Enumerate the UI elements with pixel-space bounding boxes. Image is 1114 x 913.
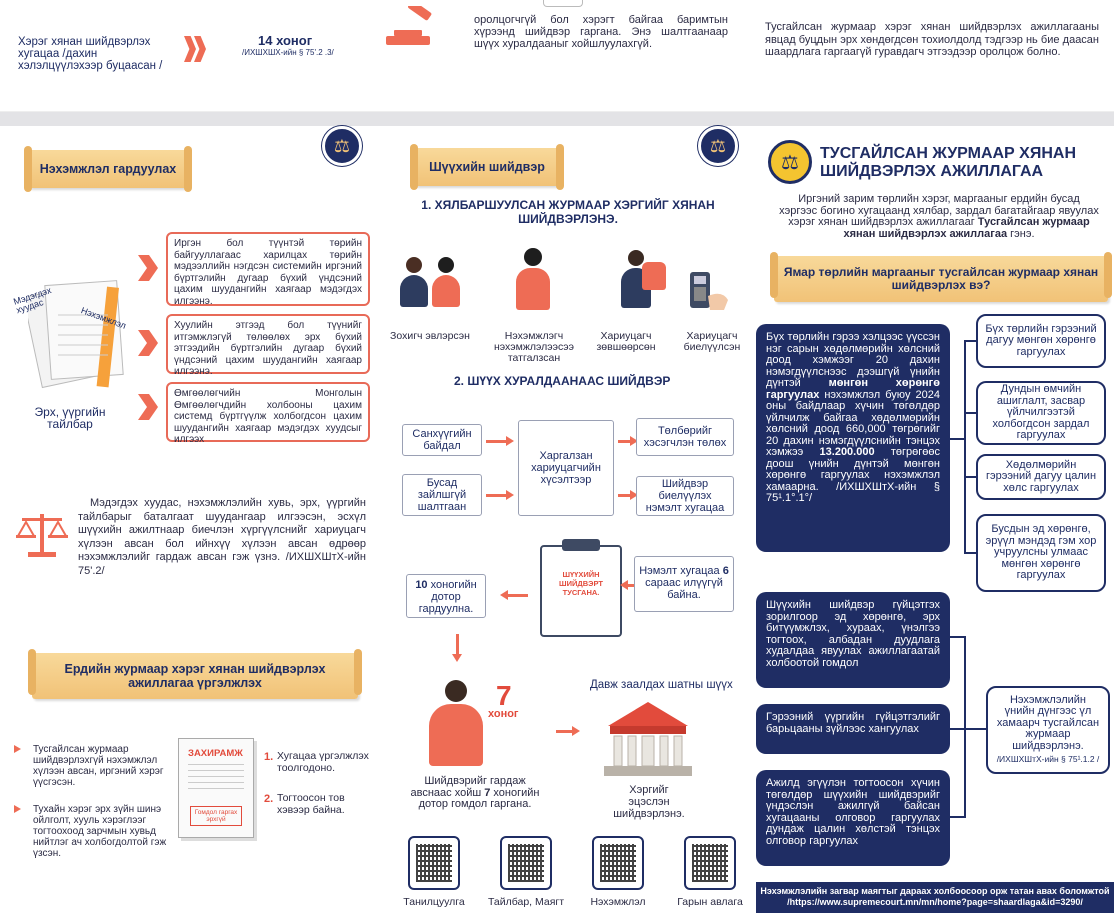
delivery-box-lawyer: Өмгөөлөгчийн Монголын Өмгөөлөгчдийн холбооны цахим системд бүртгүүлж холбогдсон цахим шуудангийн хаягаар мэдэгдэх хуудсыг илгээх <box>166 382 370 442</box>
person-caption-4: Хариуцагч биелүүлсэн <box>683 330 741 353</box>
flow-extra-time: Шийдвэр биелүүлэх нэмэлт хугацаа <box>636 476 734 516</box>
person-caption-1: Зохигч эвлэрсэн <box>390 330 470 342</box>
people-handshake-icon <box>400 257 464 307</box>
flow-financial: Санхүүгийн байдал <box>402 424 482 456</box>
flow-arrow <box>618 440 632 443</box>
top-days: 14 хоног <box>258 33 313 48</box>
o5-b: /ИХШХШтХ-ийн § 75¹.1.2 / <box>996 754 1100 764</box>
flow-extra-limit <box>634 556 734 612</box>
appeal-pre: Шийдвэрийг гардаж авснаас хойш <box>410 775 526 799</box>
flow-arrow <box>506 594 528 597</box>
intro-b: Тусгайлсан журмаар хянан шийдвэрлэх ажиллагаа <box>843 216 1090 240</box>
flow-deliver <box>406 574 486 618</box>
man-thumbs-up-icon <box>608 250 664 308</box>
col3-title: ТУСГАЙЛСАН ЖУРМААР ХЯНАН ШИЙДВЭРЛЭХ АЖИЛЛАГАА <box>820 145 1076 180</box>
col2-banner: Шүүхийн шийдвэр <box>414 148 560 186</box>
deliver-post: хоногийн дотор гардуулна. <box>418 579 477 615</box>
nbox1-d: 13.200.000 <box>819 446 875 458</box>
qr-forms[interactable] <box>500 836 552 890</box>
person-caption-3: Хариуцагч зөвшөөрсөн <box>596 330 656 353</box>
order-item-1-num: 1. <box>264 751 274 763</box>
reinstatement-box: Ажилд эгүүлэн тогтоосон хүчин төгөлдөр шүүхийн шийдвэрийг үндэслэн ажилгүй байсан хугацааны олговор гаргуулах дундаж цалин хөлстэй тэнцэх олговор гаргуулах <box>756 770 950 866</box>
flow-arrow <box>618 494 632 497</box>
order-doc-title: ЗАХИРАМЖ <box>188 748 243 759</box>
qr-label: Танилцуулга <box>403 896 465 908</box>
enforcement-box: Шүүхийн шийдвэр гүйцэтгэх зорилгоор эд хөрөнгө, эрх битүүмжлэх, хураах, үнэлгээ тогтоох, албадан дуудлага худалдаа явуулах ажиллагаатай холбоотой гомдол <box>756 592 950 688</box>
footer-link[interactable]: /https://www.supremecourt.mn/mn/home?page=shaardlaga&id=3290/ <box>787 897 1083 907</box>
appeal-text <box>410 776 540 811</box>
type-common-property: Дундын өмчийн ашиглалт, засвар үйлчилгээтэй холбогдсон зардал гаргуулах <box>976 381 1106 445</box>
o5-a: Нэхэмжлэлийн үнийн дүнгээс үл хамаарч тусгайлсан журмаар шийдвэрлэнэ. <box>996 693 1100 752</box>
big-seven: 7 <box>496 680 512 711</box>
delivery-box-entity: Хуулийн этгээд бол түүнийг итгэмжлэгүй төлөөлөх эрх бүхий этгээдийн бүртгэлийн дугаар бүхий үндсэний цахим шуудангийн хаягаар илгээнэ. <box>166 314 370 374</box>
bullet-precedent: Тухайн хэрэг эрх зүйн шинэ ойлголт, хууль хэрэглээг тогтоохоод зарчмын хувьд нийтлэг ач холбогдолтой гэж үзсэн. <box>33 804 167 859</box>
woman-arms-crossed-icon <box>516 248 550 310</box>
nbox1-c: нэхэмжлэл буюу 2024 оны байдлаар хүчин төгөлдөр үйлчилж байгаа хөдөлмөрийн хөлсний доод 660,000 төгрөгийг 20 дахин нэмэгдүүлснийн тэнцэх хэмжээ <box>766 388 940 458</box>
qr-intro[interactable] <box>408 836 460 890</box>
appeal-post: хоногийн дотор гомдол гаргана. <box>418 786 540 810</box>
connector <box>964 636 966 818</box>
type-damage: Бусдын эд хөрөнгө, эрүүл мэндэд гэм хор учруулсны улмаас мөнгөн хөрөнгө гаргуулах <box>976 514 1106 592</box>
connector <box>950 438 964 440</box>
col2-heading-1: 1. ХЯЛБАРШУУЛСАН ЖУРМААР ХЭРГИЙГ ХЯНАН ШИЙДВЭРЛЭНЭ. <box>421 198 715 226</box>
qr-guide[interactable] <box>684 836 736 890</box>
extra-limit-pre: Нэмэлт хугацаа <box>639 565 720 577</box>
bullet-special: Тусгайлсан журмаар шийдвэрлэхгүй нэхэмжлэл хүлээн авсан, иргэний хэрэг үүсгэсэн. <box>33 744 164 788</box>
section-separator <box>0 112 1114 126</box>
qr-label: Гарын авлага <box>677 896 743 908</box>
nbox1-a: Бүх төрлийн гэрээ хэлцээс үүссэн нэг сарын хөдөлмөрийн хөлсний доод хэмжээг 20 дахин нэмэгдүүлснээс дээшгүй үнийн дүнтэй <box>766 331 940 389</box>
col3-intro <box>778 194 1100 240</box>
connector <box>964 552 976 554</box>
type-salary: Хөдөлмөрийн гэрээний дагуу цалин хөлс гаргуулах <box>976 454 1106 500</box>
col1-banner: Нэхэмжлэл гардуулах <box>28 150 188 188</box>
connector <box>950 816 964 818</box>
delivery-box-citizen: Иргэн бол түүнтэй төрийн байгууллагаас харилцах төрийн мэдээллийн нэгдсэн системийн иргэний бүртгэлийн дугаар бүхий үндсэний цахим шуудангийн хаягаар мэдэгдэх илгээнэ. <box>166 232 370 306</box>
nbox1-e: төгрөгөөс доош үнийн дүнтэй мөнгөн хөрөнгө гаргуулах нэхэмжлэл хамаарна. /ИХШХШтХ-ийн § 75¹.1°.1°/ <box>766 446 941 504</box>
order-doc-stamp: Гомдол гаргах эрхгүй <box>190 806 242 826</box>
gold-emblem-icon: ⚖ <box>768 140 812 184</box>
top-tab <box>543 0 583 7</box>
top-right-text: Тусгайлсан журмаар хэрэг хянан шийдвэрлэх ажиллагааны явцад буцдын эрх хөндөгдсөн тохиолдолд тэдгээр нь бие даасан шаардлага гаргаагүй гуравдагч этгээдээр оролцож болно. <box>765 21 1099 58</box>
clipboard-stamp: ШҮҮХИЙН ШИЙДВЭРТ ТУСГАНА. <box>559 570 603 597</box>
connector <box>964 340 966 554</box>
order-item-2-num: 2. <box>264 793 274 805</box>
deliver-num: 10 <box>415 579 428 591</box>
flow-other-reason: Бусад зайлшгүй шалтгаан <box>402 474 482 516</box>
doc-caption: Эрх, үүргийн тайлбар <box>34 405 106 431</box>
top-left-text: Хэрэг хянан шийдвэрлэх хугацаа /дахин хэлэлцүүлэхээр буцаасан / <box>18 36 163 72</box>
courthouse-icon <box>600 696 696 778</box>
connector <box>950 636 964 638</box>
qr-claim[interactable] <box>592 836 644 890</box>
intro-a: Иргэний зарим төрлийн хэрэг, маргааныг ердийн бусад хэргээс богино хугацаанд хялбар, зардал багатайгаар явуулах хэрэг хянан шийдвэрлэх ажиллагааг <box>779 193 1099 228</box>
nbox1-b: мөнгөн хөрөнгө гаргуулах <box>766 377 940 401</box>
big-seven-unit: хоног <box>488 708 519 720</box>
flow-arrow <box>486 440 508 443</box>
top-mid-text: оролцогчгүй бол хэрэгт байгаа баримтын хүрээнд шийдвэр гаргана. Энэ шалтгаанаар шүүх хуралдааныг хойшлуулахгүй. <box>474 14 728 50</box>
qr-label: Тайлбар, Маягт <box>487 896 565 908</box>
col1-paragraph: Мэдэгдэх хуудас, нэхэмжлэлийн хувь, эрх, үүргийн тайлбарыг баталгаат шуудангаар илгээсэн, эсхүл шүүхийн ажилтнаар биечлэн хүргүүлснийг хариуцагч хүлээн авсан бол ийнхүү хүлээн авсан өдрөөр нэхэмжлэлийг гардаж авсан гэж үзнэ. /ИХШХШтХ-ийн 75'.2/ <box>78 497 366 577</box>
col3-banner <box>774 256 1108 302</box>
order-item-2: Тогтоосон тов хэвээр байна. <box>277 792 345 816</box>
footer-text: Нэхэмжлэлийн загвар маягтыг дараах холбоосоор орж татан авах боломжтой <box>760 886 1110 896</box>
emblem-icon: ⚖ <box>698 126 738 166</box>
connector <box>964 340 976 342</box>
flow-defendant-request: Харгалзан хариуцагчийн хүсэлтээр <box>518 420 614 516</box>
footer-bar <box>756 882 1114 913</box>
order-doc-lines <box>188 764 244 794</box>
court-title: Давж заалдах шатны шүүх <box>590 679 733 691</box>
bullet-arrow-icon <box>14 805 21 813</box>
woman-presenting-icon <box>426 680 486 766</box>
flow-arrow <box>556 730 574 733</box>
col1-banner-2-text: Ердийн журмаар хэрэг хянан шийдвэрлэх ажиллагаа үргэлжлэх <box>64 662 326 690</box>
connector <box>964 476 976 478</box>
doc-label-claim: Нэхэмжлэл <box>79 305 128 331</box>
col2-heading-2: 2. ШҮҮХ ХУРАЛДААНААС ШИЙДВЭР <box>454 374 671 388</box>
type-contract-money: Бүх төрлийн гэрээний дагуу мөнгөн хөрөнгө гаргуулах <box>976 314 1106 368</box>
top-days-ref: /ИХШХШХ-ийн § 75'.2 .3/ <box>242 48 334 57</box>
col3-banner-text: Ямар төрлийн маргааныг тусгайлсан журмаар хянан шийдвэрлэх вэ? <box>783 265 1099 292</box>
flow-arrow <box>626 584 634 587</box>
money-claim-box <box>756 324 950 552</box>
bullet-arrow-icon <box>14 745 21 753</box>
scales-icon <box>16 508 68 560</box>
intro-c: гэнэ. <box>1010 227 1035 240</box>
court-caption: Хэргийг эцэслэн шийдвэрлэнэ. <box>613 784 685 820</box>
appeal-num: 7 <box>484 786 491 799</box>
emblem-icon: ⚖ <box>322 126 362 166</box>
person-caption-2: Нэхэмжлэгч нэхэмжлэлээсээ татгалзсан <box>493 330 575 364</box>
clipboard-clip <box>562 539 600 551</box>
connector <box>964 412 976 414</box>
extra-limit-post: сараас илүүгүй байна. <box>645 577 723 601</box>
flow-partial-payment: Төлбөрийг хэсэгчлэн төлөх <box>636 418 734 456</box>
payment-terminal-icon <box>686 270 730 314</box>
amount-independent-box <box>986 686 1110 774</box>
flow-arrow-down <box>456 634 459 656</box>
qr-label: Нэхэмжлэл <box>590 896 646 908</box>
gavel-icon <box>382 6 442 50</box>
order-item-1: Хугацаа үргэлжлэх тоолгодоно. <box>277 750 369 774</box>
connector <box>950 728 986 730</box>
doc-label-notice: Мэдэгдэх хуудас <box>12 285 53 316</box>
extra-limit-num: 6 <box>722 565 729 577</box>
collateral-box: Гэрээний үүргийн гүйцэтгэлийг барьцааны зүйлээс хангуулах <box>756 704 950 754</box>
flow-arrow <box>486 494 508 497</box>
col1-banner-2 <box>32 653 358 699</box>
